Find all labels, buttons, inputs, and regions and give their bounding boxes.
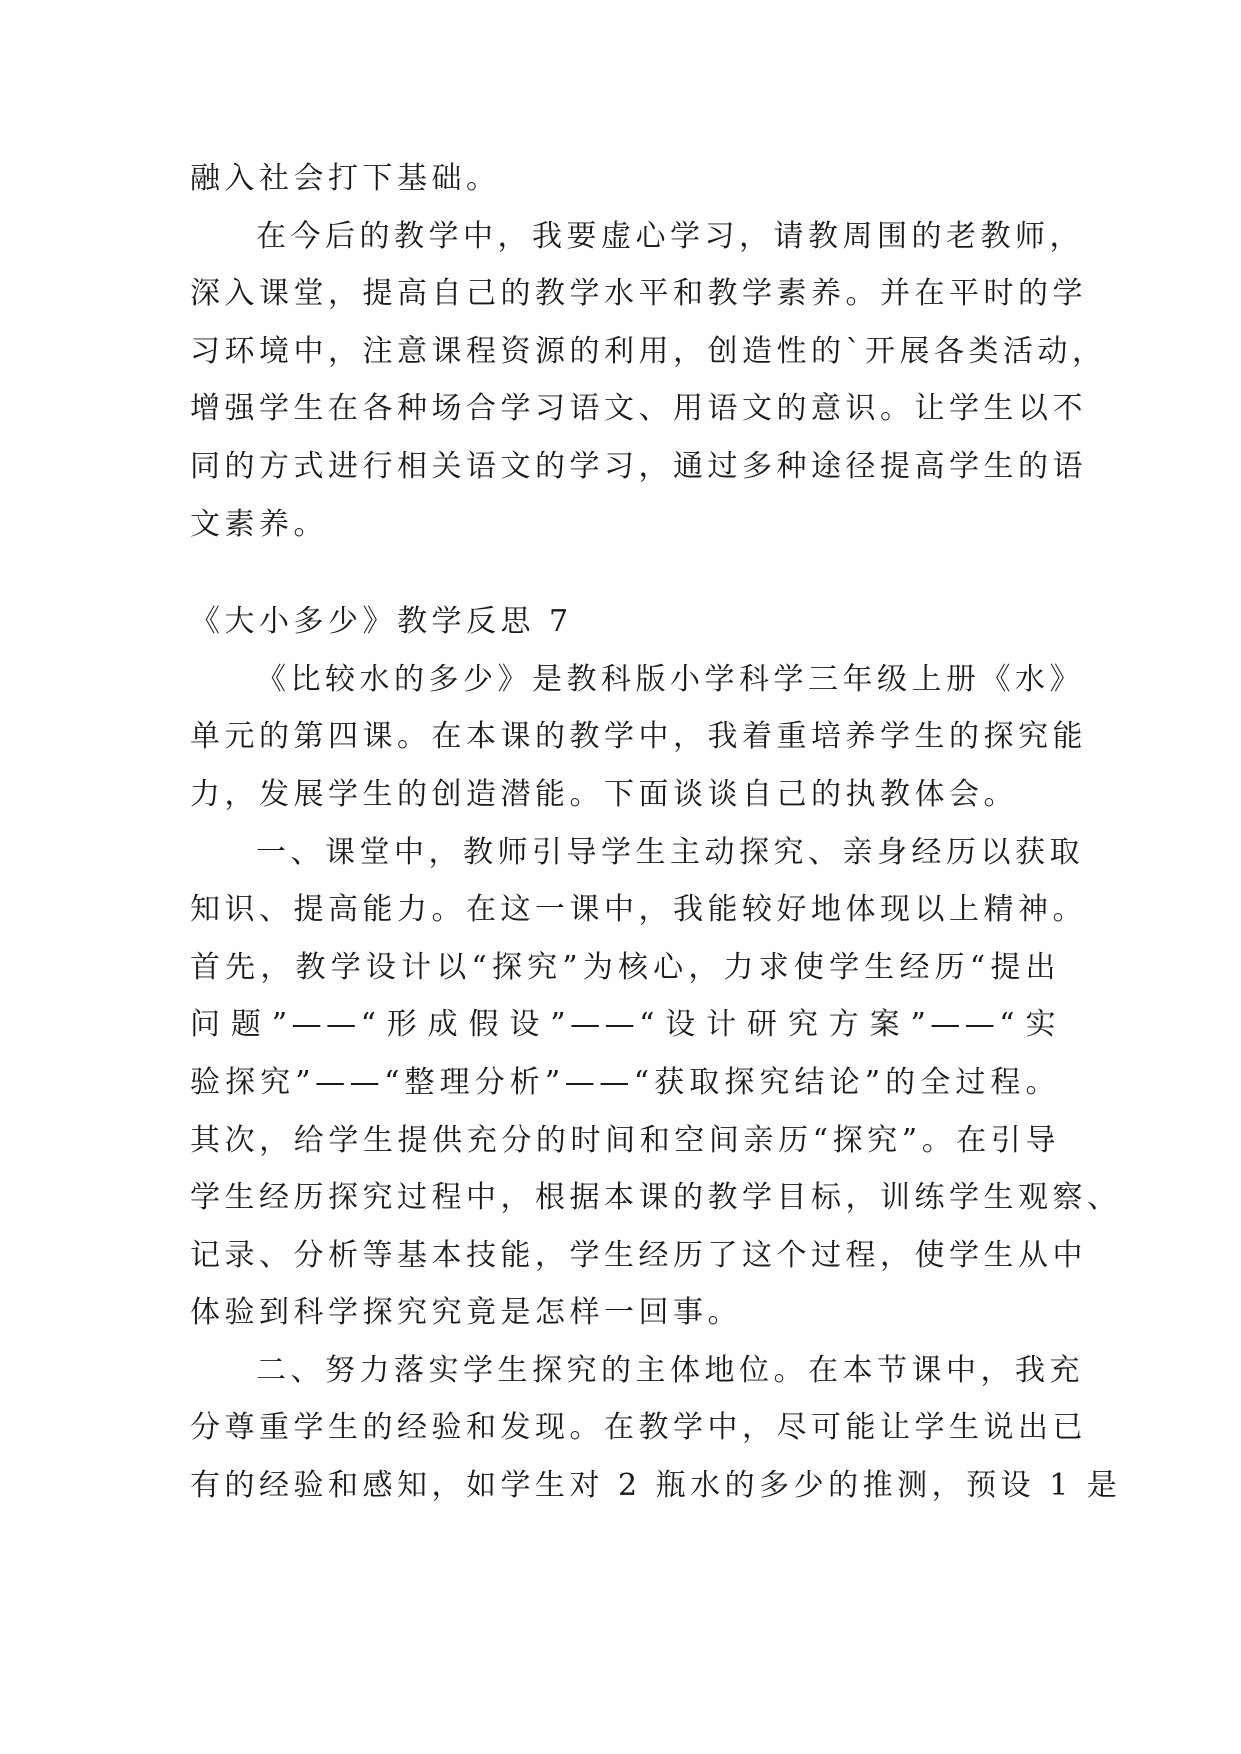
text-line: 学生经历探究过程中，根据本课的教学目标，训练学生观察、: [190, 1180, 1122, 1216]
text-line: 习环境中，注意课程资源的利用，创造性的`开展各类活动，: [190, 333, 1107, 369]
text-line: 一、课堂中，教师引导学生主动探究、亲身经历以获取: [256, 834, 1084, 870]
text-line: 单元的第四课。在本课的教学中，我着重培养学生的探究能: [190, 719, 1087, 755]
text-line: 知识、提高能力。在这一课中，我能较好地体现以上精神。: [190, 892, 1087, 928]
text-line: 问题”——“形成假设”——“设计研究方案”——“实: [190, 1007, 1060, 1043]
text-line: 其次，给学生提供充分的时间和空间亲历“探究”。在引导: [190, 1122, 1060, 1158]
text-line: 在今后的教学中，我要虚心学习，请教周围的老教师，: [256, 218, 1084, 254]
section-gap: [190, 553, 1060, 593]
text-line: 分尊重学生的经验和发现。在教学中，尽可能让学生说出已: [190, 1410, 1087, 1446]
text-line: 记录、分析等基本技能，学生经历了这个过程，使学生从中: [190, 1237, 1087, 1273]
text-line: 力，发展学生的创造潜能。下面谈谈自己的执教体会。: [190, 776, 1018, 812]
text-line: 文素养。: [190, 506, 328, 542]
text-line: 验探究”——“整理分析”——“获取探究结论”的全过程。: [190, 1064, 1060, 1100]
document-body: [190, 150, 1122, 1515]
text-line: 二、努力落实学生探究的主体地位。在本节课中，我充: [256, 1352, 1084, 1388]
text-line: 有的经验和感知，如学生对 2 瓶水的多少的推测，预设 1 是: [190, 1468, 1122, 1504]
text-line: 首先，教学设计以“探究”为核心，力求使学生经历“提出: [190, 949, 1060, 985]
text-line: 《比较水的多少》是教科版小学科学三年级上册《水》: [256, 661, 1084, 697]
text-line: 增强学生在各种场合学习语文、用语文的意识。让学生以不: [190, 391, 1087, 427]
text-line: 深入课堂，提高自己的教学水平和教学素养。并在平时的学: [190, 276, 1087, 312]
text-line: 融入社会打下基础。: [190, 161, 501, 196]
text-line: 体验到科学探究究竟是怎样一回事。: [190, 1295, 742, 1331]
section-heading: 《大小多少》教学反思 7: [190, 604, 573, 640]
text-line: 同的方式进行相关语文的学习，通过多种途径提高学生的语: [190, 448, 1087, 484]
